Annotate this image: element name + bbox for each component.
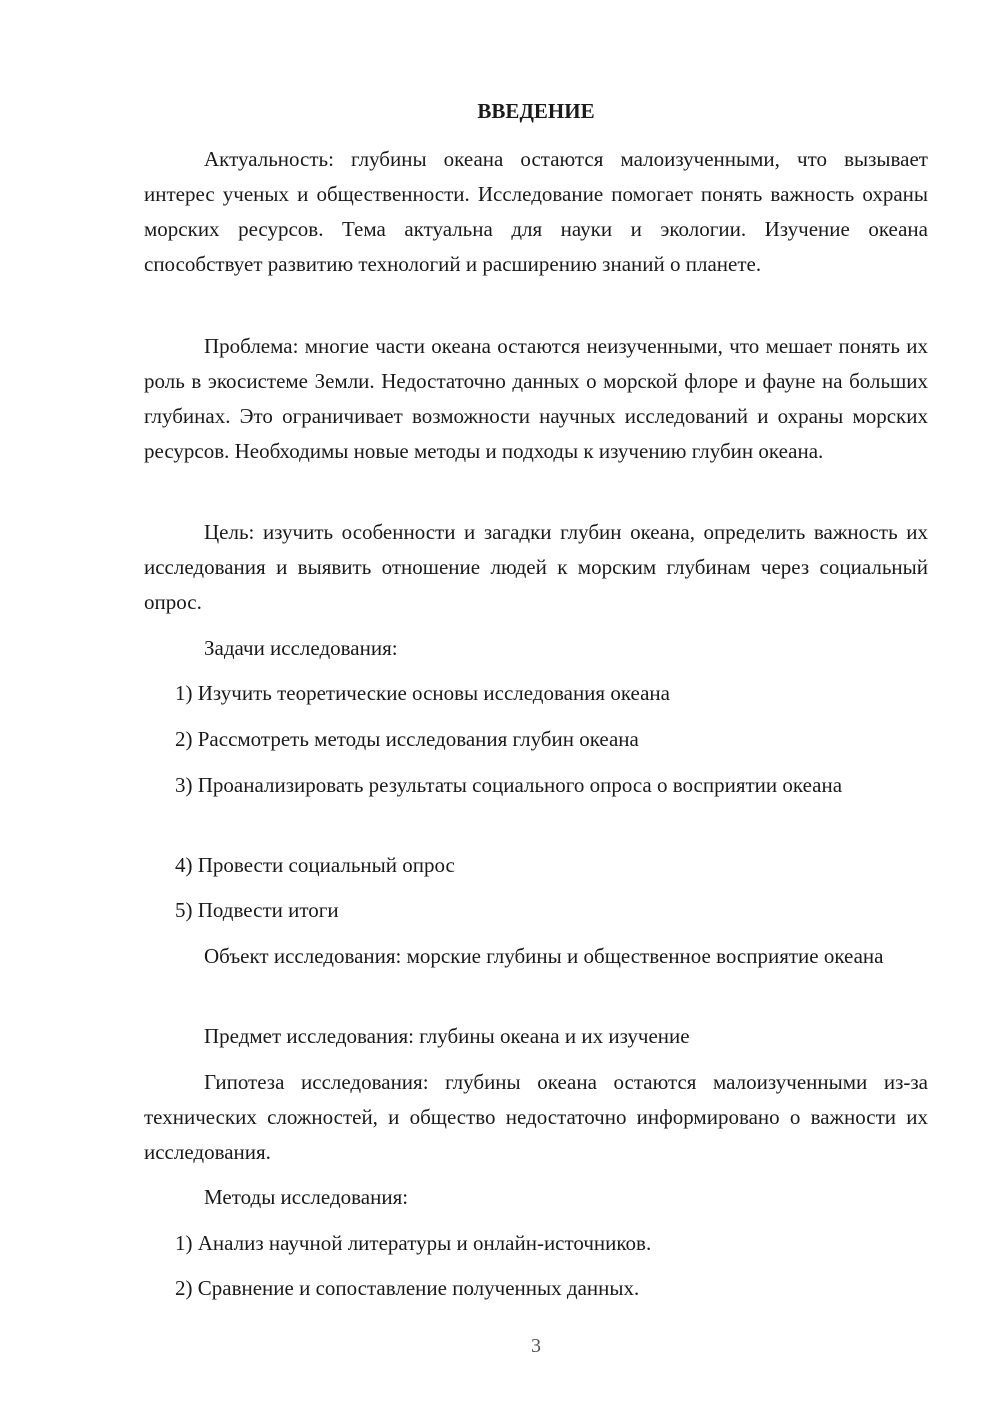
paragraph-object: Объект исследования: морские глубины и общественное восприятие океана bbox=[204, 944, 884, 968]
list-item-task-3: 3) Проанализировать результаты социального опроса о восприятии океана bbox=[175, 773, 843, 797]
section-title: ВВЕДЕНИЕ bbox=[477, 99, 595, 123]
list-item-task-5: 5) Подвести итоги bbox=[175, 898, 339, 922]
list-item-method-2: 2) Сравнение и сопоставление полученных данных. bbox=[175, 1276, 640, 1300]
list-item-method-1: 1) Анализ научной литературы и онлайн-источников. bbox=[175, 1231, 652, 1255]
paragraph-goal: Цель: изучить особенности и загадки глубин океана, определить важность их исследования и выявить отношение людей к морским глубинам через социальный опрос. bbox=[144, 520, 928, 614]
paragraph-hypothesis: Гипотеза исследования: глубины океана остаются малоизученными из-за технических сложностей, и общество недостаточно информировано о важности их исследования. bbox=[144, 1070, 928, 1164]
page-number: 3 bbox=[531, 1335, 541, 1357]
paragraph-methods-heading: Методы исследования: bbox=[204, 1185, 409, 1209]
paragraph-subject: Предмет исследования: глубины океана и их изучение bbox=[204, 1024, 690, 1048]
list-item-task-4: 4) Провести социальный опрос bbox=[175, 853, 455, 877]
list-item-task-2: 2) Рассмотреть методы исследования глубин океана bbox=[175, 727, 639, 751]
list-item-task-1: 1) Изучить теоретические основы исследования океана bbox=[175, 681, 670, 705]
paragraph-relevance: Актуальность: глубины океана остаются малоизученными, что вызывает интерес ученых и общественности. Исследование помогает понять важность охраны морских ресурсов. Тема актуальна для науки и экологии. Изучение океана способствует развитию технологий и расширению знаний о планете. bbox=[144, 147, 928, 276]
paragraph-tasks-heading: Задачи исследования: bbox=[204, 636, 398, 660]
paragraph-problem: Проблема: многие части океана остаются неизученными, что мешает понять их роль в экосистеме Земли. Недостаточно данных о морской флоре и фауне на больших глубинах. Это ограничивает возможности научных исследований и охраны морских ресурсов. Необходимы новые методы и подходы к изучению глубин океана. bbox=[144, 334, 928, 463]
